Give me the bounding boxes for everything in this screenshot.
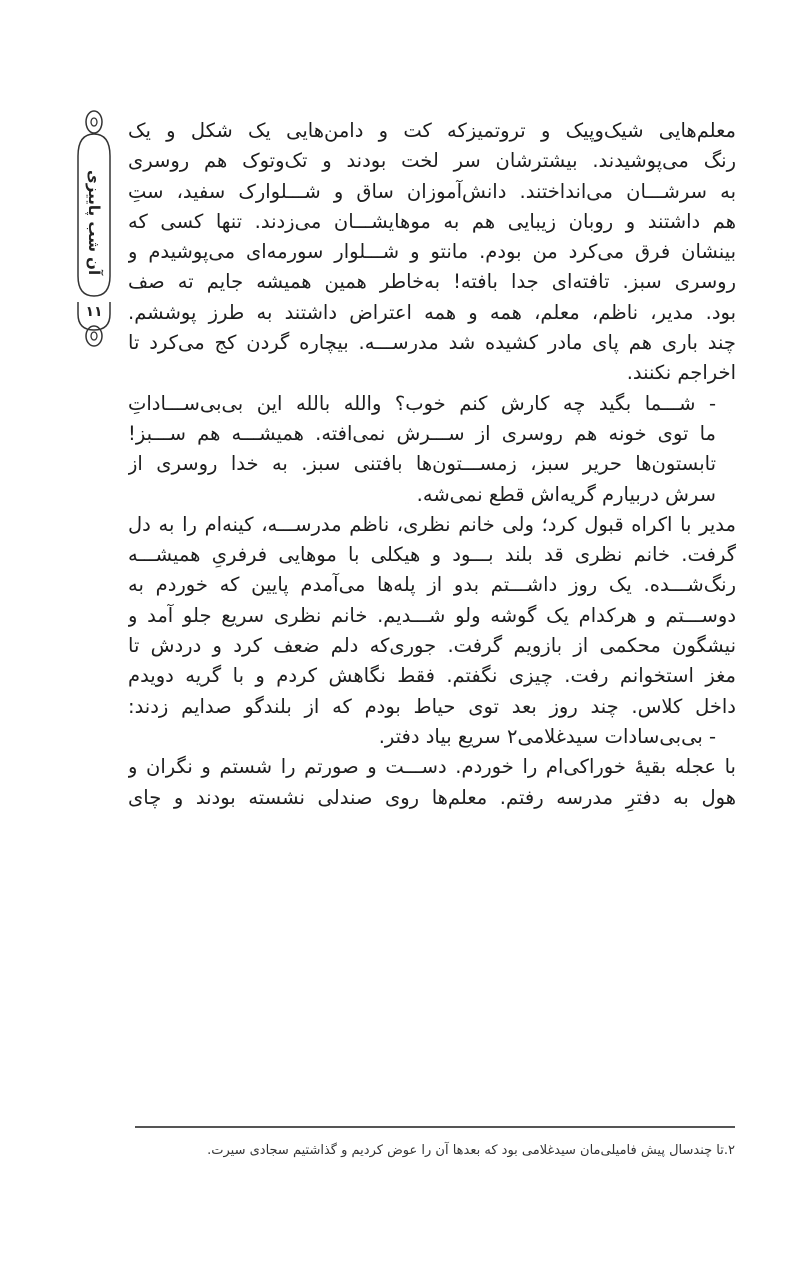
text-line: رنگ می‌پوشیدند. بیشترشان سر لخت بودند و تک‌وتوک هم روسری <box>128 149 736 173</box>
text-line: با عجله بقیهٔ خوراکی‌ام را خوردم. دســـت و صورتم را شستم و نگران و <box>128 755 736 779</box>
footnote-divider <box>135 1126 735 1128</box>
text-line: بود. مدیر، ناظم، معلم، همه و همه اعتراض داشتند به طرز پوششم. <box>128 300 736 324</box>
text-line: تابستون‌ها حریر سبز، زمســـتون‌ها بافتنی سبز. به خدا روسری از <box>128 452 716 476</box>
text-line: روسری سبز. تافته‌ای جدا بافته! به‌خاطر همین همیشه جایم ته صف <box>128 270 736 294</box>
text-line: ما توی خونه هم روسری از ســـرش نمی‌افته. همیشـــه هم ســـبز! <box>128 421 716 445</box>
text-line: - شـــما بگید چه کارش کنم خوب؟ والله بالله این بی‌بی‌ســـاداتِ <box>128 391 716 415</box>
text-line: گرفت. خانم نظری قد بلند بـــود و هیکلی با موهایی فرفریِ همیشـــه <box>128 543 736 567</box>
page-number: ۱۱ <box>85 304 103 320</box>
running-header-ornament <box>72 108 116 348</box>
text-line: هول به دفترِ مدرسه رفتم. معلم‌ها روی صندلی نشسته بودند و چای <box>128 785 736 809</box>
text-line: سرش دربیارم گریه‌اش قطع نمی‌شه. <box>416 482 716 506</box>
body-text <box>128 116 736 813</box>
text-line: هم داشتند و روبان زیبایی هم به موهایشـــان می‌زدند. تنها کسی که <box>128 209 736 233</box>
book-title: آن شب پاییزی <box>85 170 103 276</box>
text-line: - بی‌بی‌سادات سیدغلامی۲ سریع بیاد دفتر. <box>378 724 716 748</box>
text-line: رنگ‌شـــده. یک روز داشـــتم بدو از پله‌ها می‌آمدم پایین که خوردم به <box>128 573 736 597</box>
footnote: ۲.تا چندسال پیش فامیلی‌مان سیدغلامی بود که بعدها آن را عوض کردیم و گذاشتیم سجادی سیرت. <box>207 1143 735 1158</box>
text-line: مغز استخوانم رفت. چیزی نگفتم. فقط نگاهش کردم و با گریه دویدم <box>128 664 736 688</box>
text-line: داخل کلاس. چند روز بعد توی حیاط بودم که از بلندگو صدایم زدند: <box>128 694 736 718</box>
text-line: اخراجم نکنند. <box>626 361 736 385</box>
text-line: بینشان فرق می‌کرد من بودم. مانتو و شـــلوار سورمه‌ای می‌پوشیدم و <box>128 240 736 264</box>
text-line: معلم‌هایی شیک‌وپیک و تروتمیزکه کت و دامن‌هایی یک شکل و یک <box>128 119 736 142</box>
text-line: مدیر با اکراه قبول کرد؛ ولی خانم نظری، ناظم مدرســـه، کینه‌ام را به دل <box>128 512 736 536</box>
text-line: به سرشـــان می‌انداختند. دانش‌آموزان ساق و شـــلوارک سفید، ستِ <box>128 179 736 203</box>
text-line: چند باری هم پای مادر کشیده شد مدرســـه. بیچاره گردن کج می‌کرد تا <box>128 331 736 355</box>
text-line: نیشگون محکمی از بازویم گرفت. جوری‌که دلم ضعف کرد و دردش تا <box>128 634 736 658</box>
text-line: دوســـتم و هرکدام یک گوشه ولو شـــدیم. خانم نظری سریع جلو آمد و <box>128 603 736 627</box>
